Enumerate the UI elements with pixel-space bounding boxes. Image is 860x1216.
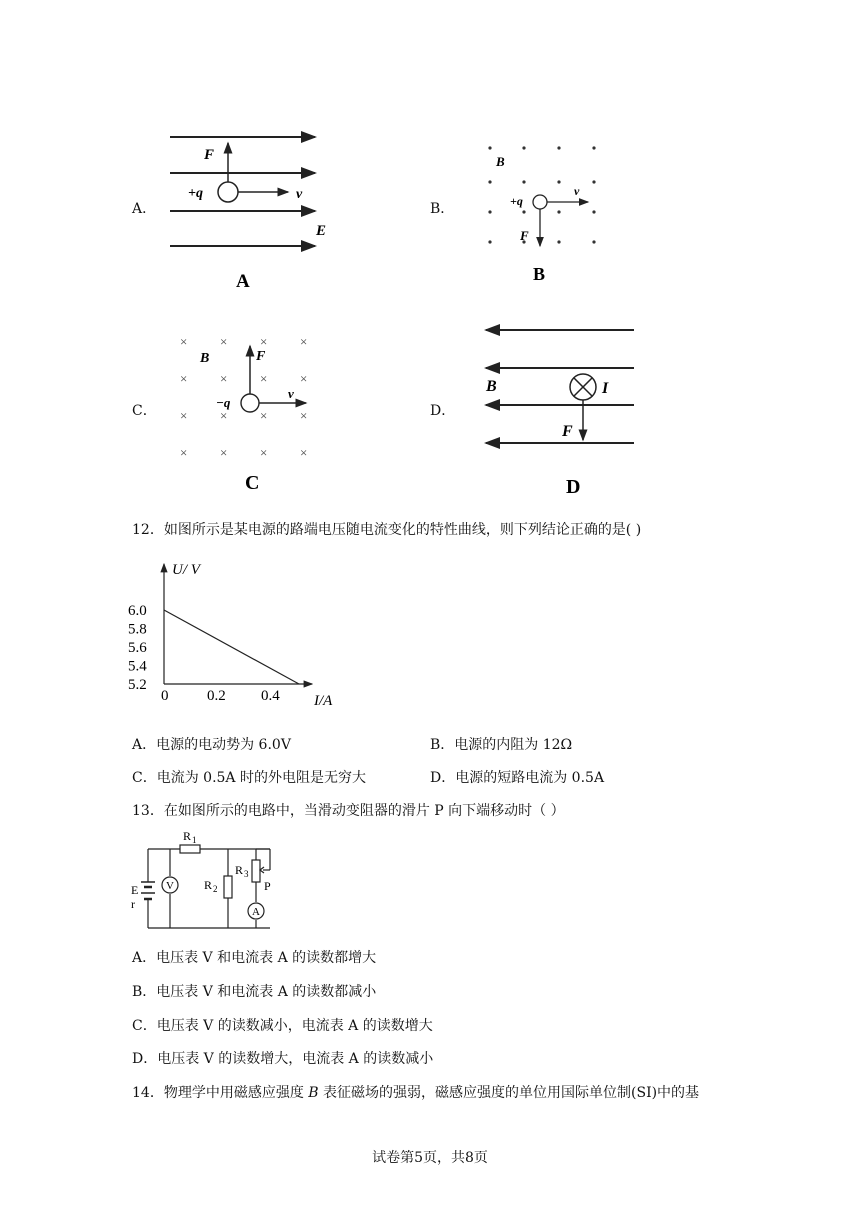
svg-text:×: × <box>300 371 308 386</box>
svg-text:×: × <box>180 371 188 386</box>
circuit-diagram <box>128 826 278 936</box>
question-12-stem: 12．如图所示是某电源的路端电压随电流变化的特性曲线，则下列结论正确的是( ) <box>132 522 642 538</box>
svg-text:×: × <box>260 334 268 349</box>
q13-option-a: A．电压表 V 和电流表 A 的读数都增大 <box>132 950 377 966</box>
battery-icon <box>141 882 155 899</box>
velocity-label: v <box>296 187 303 202</box>
x-tick-label: 0.2 <box>207 688 226 704</box>
svg-text:×: × <box>220 334 228 349</box>
charge-circle <box>241 394 259 412</box>
field-label: B <box>496 154 505 169</box>
emf-label: E <box>131 883 139 897</box>
question-13-stem: 13．在如图所示的电路中，当滑动变阻器的滑片 P 向下端移动时（ ） <box>132 803 565 819</box>
svg-text:×: × <box>220 408 228 423</box>
rheostat-r3 <box>252 860 260 882</box>
x-axis-label: I/A <box>314 693 333 709</box>
resistor-r1 <box>180 845 200 853</box>
charge-label: +q <box>510 194 523 208</box>
internal-resistance-label: r <box>131 897 135 911</box>
svg-text:×: × <box>260 371 268 386</box>
r3-subscript: 3 <box>244 869 249 879</box>
x-tick-label: 0 <box>161 688 169 704</box>
q14-symbol-b: B <box>308 1085 319 1101</box>
q12-option-c: C．电流为 0.5A 时的外电阻是无穷大 <box>132 770 366 786</box>
figure-a <box>160 125 340 295</box>
current-label: I <box>602 380 609 397</box>
field-label: B <box>200 351 210 366</box>
resistor-r2 <box>224 876 232 898</box>
charge-label: +q <box>188 186 203 201</box>
figure-caption: A <box>236 271 250 292</box>
q12-option-a: A．电源的电动势为 6.0V <box>132 737 291 753</box>
svg-text:×: × <box>220 445 228 460</box>
option-c-label: C． <box>132 403 157 419</box>
force-label: F <box>204 147 215 163</box>
question-14-stem <box>132 1082 699 1102</box>
u-i-chart <box>126 556 352 714</box>
svg-text:×: × <box>300 445 308 460</box>
x-tick-label: 0.4 <box>261 688 280 704</box>
charge-circle <box>218 182 238 202</box>
y-tick-label: 5.8 <box>128 621 147 638</box>
option-b-label: B． <box>430 201 455 217</box>
svg-text:×: × <box>260 445 268 460</box>
y-tick-label: 5.2 <box>128 677 147 693</box>
svg-text:×: × <box>220 371 228 386</box>
force-label: F <box>562 423 573 440</box>
page-footer: 试卷第5页，共8页 <box>372 1150 488 1166</box>
option-d-label: D． <box>430 403 456 419</box>
svg-text:×: × <box>180 408 188 423</box>
slider-p-label: P <box>264 879 271 893</box>
svg-text:×: × <box>300 408 308 423</box>
figure-b <box>480 140 610 285</box>
r1-label: R <box>183 829 192 843</box>
figure-caption: B <box>533 264 546 284</box>
figure-caption: D <box>566 476 581 498</box>
r2-label: R <box>204 878 213 892</box>
r3-label: R <box>235 863 244 877</box>
q13-option-b: B．电压表 V 和电流表 A 的读数都减小 <box>132 984 377 1000</box>
figure-caption: C <box>245 472 260 494</box>
velocity-label: v <box>288 386 294 401</box>
force-label: F <box>520 228 529 243</box>
charge-label: −q <box>216 395 231 410</box>
q14-stem-post: 表征磁场的强弱，磁感应强度的单位用国际单位制(SI)中的基 <box>318 1085 700 1101</box>
figure-c <box>172 330 327 495</box>
y-axis-label: U/ V <box>172 562 200 578</box>
y-tick-label: 5.4 <box>128 658 147 675</box>
ammeter-label: A <box>252 906 260 918</box>
q12-option-d: D．电源的短路电流为 0.5A <box>430 770 605 786</box>
q12-option-b: B．电源的内阻为 12Ω <box>430 737 573 753</box>
y-tick-label: 6.0 <box>128 603 147 619</box>
r1-subscript: 1 <box>192 835 197 845</box>
r2-subscript: 2 <box>213 884 218 894</box>
figure-d <box>478 318 648 500</box>
current-into-page-symbol <box>570 374 596 400</box>
q14-stem-pre: 14．物理学中用磁感应强度 <box>132 1085 309 1101</box>
velocity-label: v <box>574 184 580 198</box>
y-tick-label: 5.6 <box>128 640 147 656</box>
svg-text:×: × <box>300 334 308 349</box>
svg-text:×: × <box>180 334 188 349</box>
force-label: F <box>256 349 266 364</box>
charge-circle <box>533 195 547 209</box>
field-label: E <box>316 223 327 239</box>
q13-option-c: C．电压表 V 的读数减小，电流表 A 的读数增大 <box>132 1018 433 1034</box>
svg-text:×: × <box>260 408 268 423</box>
q13-option-d: D．电压表 V 的读数增大，电流表 A 的读数减小 <box>132 1051 434 1067</box>
option-a-label: A． <box>132 201 157 217</box>
svg-text:×: × <box>180 445 188 460</box>
voltmeter-label: V <box>166 880 174 892</box>
series-line <box>164 610 299 684</box>
field-label: B <box>486 378 497 395</box>
